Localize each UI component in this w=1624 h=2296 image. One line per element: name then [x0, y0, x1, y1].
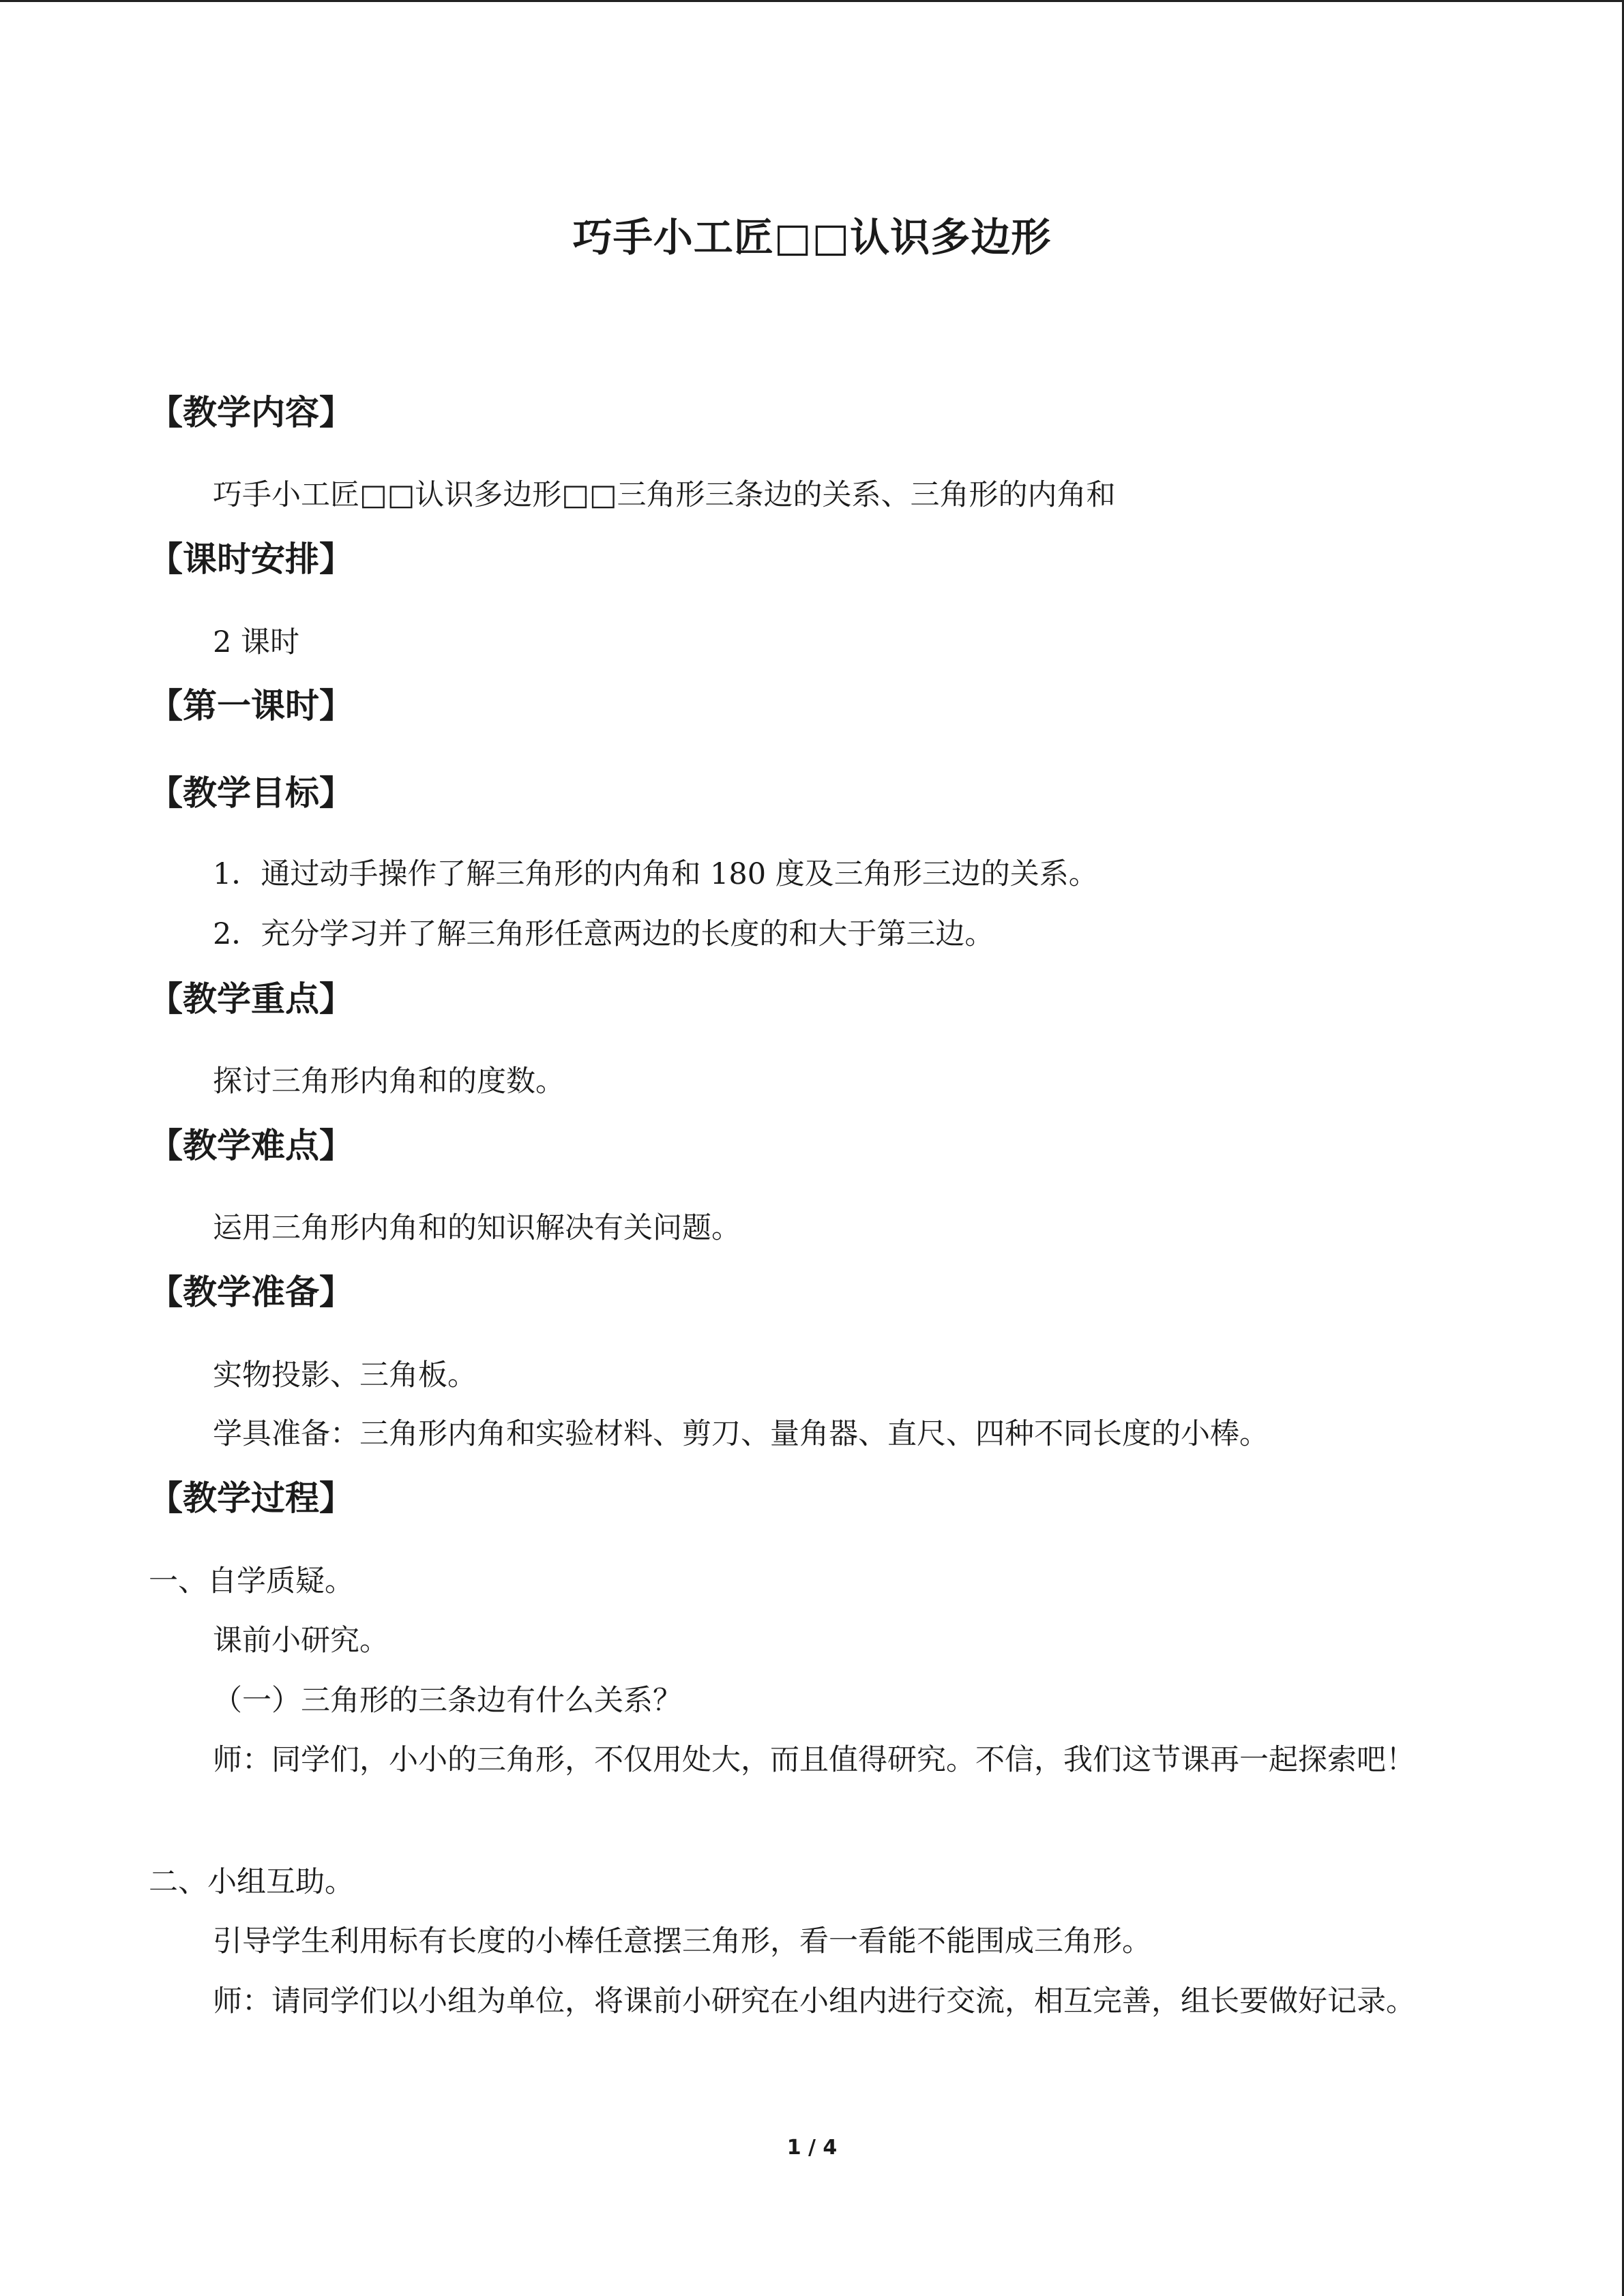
process-step2-title: 二、小组互助。 [149, 1865, 354, 1899]
process-step1-teacher: 师：同学们，小小的三角形，不仅用处大，而且值得研究。不信，我们这节课再一起探索吧！ [213, 1743, 1415, 1777]
heading-lesson-one: 【第一课时】 [149, 686, 353, 726]
page-number: 1 / 4 [786, 2136, 838, 2160]
process-step2-teacher: 师：请同学们以小组为单位，将课前小研究在小组内进行交流，相互完善，组长要做好记录。 [213, 1984, 1415, 2018]
schedule-text: 2 课时 [213, 625, 300, 659]
heading-difficulties: 【教学难点】 [149, 1126, 353, 1165]
difficulties-text: 运用三角形内角和的知识解决有关问题。 [213, 1211, 741, 1245]
goal-item-2: 2．充分学习并了解三角形任意两边的长度的和大于第三边。 [213, 917, 994, 951]
key-points-text: 探讨三角形内角和的度数。 [213, 1064, 565, 1099]
preparation-item-2: 学具准备：三角形内角和实验材料、剪刀、量角器、直尺、四种不同长度的小棒。 [213, 1417, 1269, 1451]
heading-goals: 【教学目标】 [149, 773, 353, 813]
heading-teaching-content: 【教学内容】 [149, 393, 353, 432]
process-step1-question: （一）三角形的三条边有什么关系？ [213, 1684, 682, 1718]
goal-item-1: 1．通过动手操作了解三角形的内角和 180 度及三角形三边的关系。 [213, 857, 1098, 891]
process-step1-title: 一、自学质疑。 [149, 1564, 354, 1598]
heading-key-points: 【教学重点】 [149, 979, 353, 1019]
document-title: 巧手小工匠□□认识多边形 [572, 214, 1052, 260]
heading-process: 【教学过程】 [149, 1478, 353, 1518]
process-step2-guide: 引导学生利用标有长度的小棒任意摆三角形，看一看能不能围成三角形。 [213, 1924, 1151, 1958]
teaching-content-text: 巧手小工匠□□认识多边形□□三角形三条边的关系、三角形的内角和 [213, 478, 1116, 512]
heading-preparation: 【教学准备】 [149, 1272, 353, 1312]
heading-schedule: 【课时安排】 [149, 539, 353, 579]
process-step1-sub: 课前小研究。 [213, 1624, 389, 1658]
preparation-item-1: 实物投影、三角板。 [213, 1358, 477, 1392]
